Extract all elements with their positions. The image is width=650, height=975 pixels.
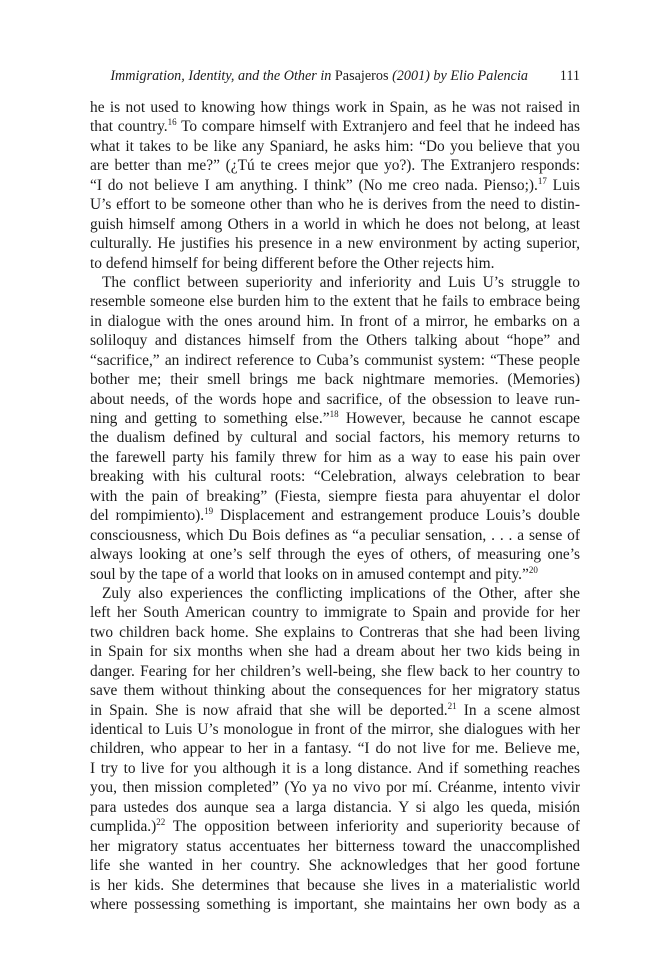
text-line xyxy=(90,195,580,214)
text-line xyxy=(90,623,580,642)
line-text: ning and getting to something else.” xyxy=(90,410,330,427)
line-text-continued: Displacement and estrangement produce Louis’s double xyxy=(213,507,580,525)
line-text: consciousness, which Du Bois defines as “a peculiar sensation, . . . a sense of xyxy=(90,526,580,544)
line-text-continued: The opposition between inferiority and superiority because of xyxy=(165,818,580,836)
line-text: del rompimiento). xyxy=(90,507,205,525)
line-text: “sacrifice,” an indirect reference to Cuba’s communist system: “These people xyxy=(90,351,580,369)
text-line xyxy=(90,565,580,584)
text-line xyxy=(90,545,580,564)
line-text-continued: However, because he cannot escape xyxy=(338,410,580,427)
running-title-play: Pasajeros xyxy=(334,68,389,84)
line-text: soliloquy and distances himself from the Others talking about “hope” and xyxy=(90,332,580,350)
footnote-marker: 18 xyxy=(329,409,339,419)
text-line xyxy=(90,759,580,778)
text-line xyxy=(90,312,580,331)
text-line xyxy=(90,273,580,292)
text-line xyxy=(90,156,580,175)
footnote-marker: 22 xyxy=(156,817,166,828)
line-text: what it takes to be like any Spaniard, he asks him: “Do you believe that you xyxy=(90,137,580,155)
text-line xyxy=(90,292,580,311)
running-title xyxy=(110,66,528,86)
text-line xyxy=(90,487,580,506)
text-line xyxy=(90,428,580,447)
line-text: where possessing something is important, she maintains her own body as a xyxy=(90,895,580,913)
text-line xyxy=(90,506,580,525)
text-line xyxy=(90,467,580,486)
text-line xyxy=(90,331,580,350)
line-text: are better than me?” (¿Tú te crees mejor que yo?). The Extranjero responds: xyxy=(90,157,580,175)
line-text: life she wanted in her country. She acknowledges that her good fortune xyxy=(90,857,580,875)
line-text: bother me; their smell brings me back nightmare memories. (Memories) xyxy=(90,371,580,389)
line-text: always looking at one’s self through the eyes of others, of measuring one’s xyxy=(90,546,580,564)
text-line xyxy=(90,895,580,914)
line-text: The conflict between superiority and inferiority and Luis U’s struggle to xyxy=(102,273,580,291)
line-text: “I do not believe I am anything. I think” (No me creo nada. Pienso;). xyxy=(90,176,538,194)
line-text: in dialogue with the ones around him. In front of a mirror, he embarks on a xyxy=(90,312,580,330)
text-line xyxy=(90,98,580,117)
text-line xyxy=(90,701,580,720)
text-line xyxy=(90,390,580,409)
text-line xyxy=(90,137,580,156)
text-line xyxy=(90,370,580,389)
body-text xyxy=(90,98,580,914)
line-text: children, who appear to her in a fantasy. “I do not live for me. Believe me, xyxy=(90,740,580,758)
line-text: you, then mission completed” (Yo ya no vivo por mí. Créanme, intento vivir xyxy=(90,779,580,797)
text-line xyxy=(90,215,580,234)
line-text-continued: Luis xyxy=(546,176,580,194)
text-line xyxy=(90,117,580,136)
running-title-post: (2001) by Elio Palencia xyxy=(388,68,528,84)
line-text: culturally. He justifies his presence in a new environment by acting superior, xyxy=(90,235,580,253)
text-line xyxy=(90,856,580,875)
line-text: para ustedes dos aunque sea a larga distancia. Y si algo les queda, misión xyxy=(90,798,580,816)
text-line xyxy=(90,409,580,428)
line-text: Zuly also experiences the conflicting implications of the Other, after she xyxy=(102,584,580,602)
line-text-continued: To compare himself with Extranjero and feel that he indeed has xyxy=(176,118,580,136)
line-text: resemble someone else burden him to the extent that he fails to embrace being xyxy=(90,293,580,311)
line-text: in Spain for six months when she had a dream about her two kids being in xyxy=(90,643,580,661)
line-text: the farewell party his family threw for him as a way to ease his pain over xyxy=(90,448,580,466)
line-text: soul by the tape of a world that looks on in amused contempt and pity.” xyxy=(90,565,529,583)
text-line xyxy=(90,837,580,856)
text-line xyxy=(90,662,580,681)
footnote-marker: 21 xyxy=(447,700,457,711)
line-text: with the pain of breaking” (Fiesta, siempre fiesta para ahuyentar el dolor xyxy=(90,487,580,505)
line-text: U’s effort to be someone other than who he is derives from the need to distin- xyxy=(90,196,580,214)
line-text: he is not used to knowing how things work in Spain, as he was not raised in xyxy=(90,99,580,116)
page-number: 111 xyxy=(559,68,580,84)
text-line xyxy=(90,176,580,195)
text-line xyxy=(90,642,580,661)
line-text: to defend himself for being different before the Other rejects him. xyxy=(90,254,495,272)
running-head xyxy=(90,66,580,86)
text-line xyxy=(90,817,580,836)
line-text: save them without thinking about the consequences for her migratory status xyxy=(90,682,580,700)
line-text: that country. xyxy=(90,118,168,136)
text-line xyxy=(90,603,580,622)
text-line xyxy=(90,448,580,467)
footnote-marker: 17 xyxy=(537,175,547,186)
text-line xyxy=(90,584,580,603)
text-line xyxy=(90,681,580,700)
text-line xyxy=(90,778,580,797)
text-line xyxy=(90,526,580,545)
text-line xyxy=(90,739,580,758)
line-text: identical to Luis U’s monologue in front of the mirror, she dialogues with her xyxy=(90,721,580,738)
text-line xyxy=(90,876,580,895)
footnote-marker: 19 xyxy=(204,506,214,517)
text-line xyxy=(90,254,580,273)
line-text: guish himself among Others in a world in which he does not belong, at least xyxy=(90,215,580,233)
text-line xyxy=(90,234,580,253)
line-text: is her kids. She determines that because she lives in a materialistic world xyxy=(90,876,580,894)
line-text: cumplida.) xyxy=(90,818,157,836)
footnote-marker: 20 xyxy=(528,564,538,575)
text-line xyxy=(90,720,580,739)
line-text: the dualism defined by cultural and social factors, his memory returns to xyxy=(90,429,580,447)
line-text: about needs, of the words hope and sacrifice, of the obsession to leave run- xyxy=(90,390,580,408)
footnote-marker: 16 xyxy=(167,117,177,128)
running-title-pre: Immigration, Identity, and the Other in xyxy=(110,68,335,84)
line-text: danger. Fearing for her children’s well-being, she flew back to her country to xyxy=(90,662,580,680)
line-text: I try to live for you although it is a long distance. And if something reaches xyxy=(90,759,580,777)
line-text-continued: In a scene almost xyxy=(456,701,580,719)
text-line xyxy=(90,351,580,370)
line-text: left her South American country to immigrate to Spain and provide for her xyxy=(90,604,580,622)
line-text: in Spain. She is now afraid that she will be deported. xyxy=(90,701,448,719)
line-text: her migratory status accentuates her bitterness toward the unaccomplished xyxy=(90,837,580,855)
line-text: breaking with his cultural roots: “Celebration, always celebration to bear xyxy=(90,468,580,486)
line-text: two children back home. She explains to Contreras that she had been living xyxy=(90,623,580,641)
text-line xyxy=(90,798,580,817)
